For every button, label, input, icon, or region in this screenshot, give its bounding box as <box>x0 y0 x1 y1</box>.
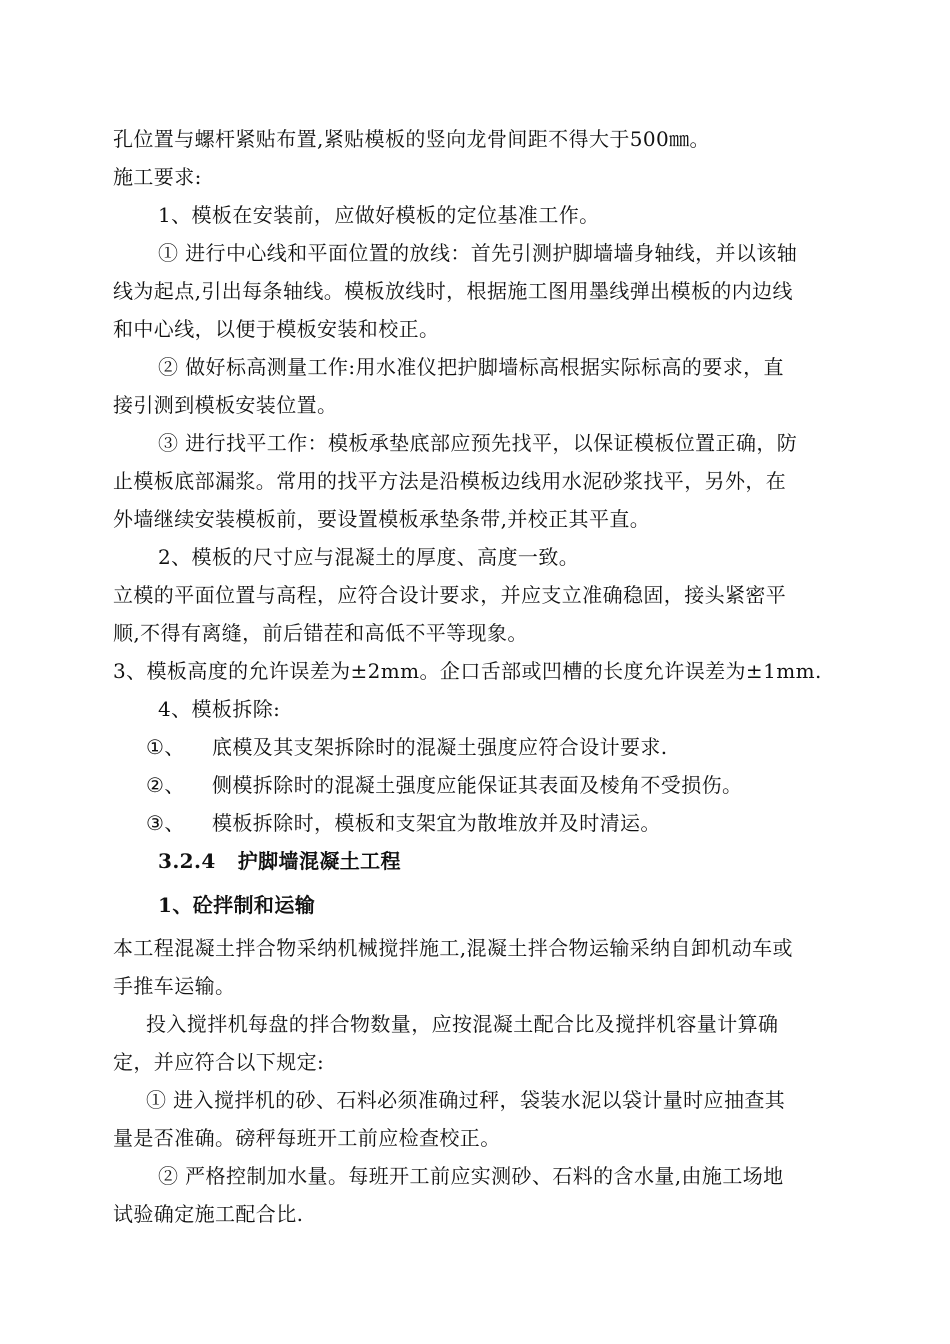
body-line: 2、模板的尺寸应与混凝土的厚度、高度一致。 <box>158 545 580 569</box>
list-item-number: ③、 <box>146 811 185 835</box>
list-item-text: 底模及其支架拆除时的混凝土强度应符合设计要求. <box>212 735 668 759</box>
list-item-text: 模板拆除时，模板和支架宜为散堆放并及时清运。 <box>212 811 661 835</box>
list-item <box>146 810 661 836</box>
section-heading: 3.2.4 护脚墙混凝土工程 <box>158 849 401 873</box>
body-line: ③ 进行找平工作：模板承垫底部应预先找平，以保证模板位置正确，防 <box>158 431 798 455</box>
sub-heading: 1、砼拌制和运输 <box>158 893 316 917</box>
body-line: 投入搅拌机每盘的拌合物数量，应按混凝土配合比及搅拌机容量计算确 <box>146 1012 779 1036</box>
body-line: 立模的平面位置与高程，应符合设计要求，并应支立准确稳固，接头紧密平 <box>113 583 787 607</box>
list-item <box>146 772 742 798</box>
body-line: ② 严格控制加水量。每班开工前应实测砂、石料的含水量,由施工场地 <box>158 1164 784 1188</box>
body-line: 手推车运输。 <box>113 974 236 998</box>
body-line: 量是否准确。磅秤每班开工前应检查校正。 <box>113 1126 501 1150</box>
body-line: 顺,不得有离缝，前后错茬和高低不平等现象。 <box>113 621 528 645</box>
list-item-number: ①、 <box>146 735 185 759</box>
body-line: 1、模板在安装前，应做好模板的定位基准工作。 <box>158 203 600 227</box>
body-line: 试验确定施工配合比. <box>113 1202 304 1226</box>
body-line: 外墙继续安装模板前，要设置模板承垫条带,并校正其平直。 <box>113 507 651 531</box>
body-line: ① 进行中心线和平面位置的放线：首先引测护脚墙墙身轴线，并以该轴 <box>158 241 798 265</box>
list-item-text: 侧模拆除时的混凝土强度应能保证其表面及棱角不受损伤。 <box>212 773 743 797</box>
body-line: ① 进入搅拌机的砂、石料必须准确过秤，袋装水泥以袋计量时应抽查其 <box>146 1088 786 1112</box>
body-line: ② 做好标高测量工作:用水准仪把护脚墙标高根据实际标高的要求，直 <box>158 355 784 379</box>
list-item-number: ②、 <box>146 773 185 797</box>
body-line: 施工要求: <box>113 165 202 189</box>
list-item <box>146 734 668 760</box>
body-line: 3、模板高度的允许误差为±2mm。企口舌部或凹槽的长度允许误差为±1mm. <box>113 659 822 683</box>
body-line: 本工程混凝土拌合物采纳机械搅拌施工,混凝土拌合物运输采纳自卸机动车或 <box>113 936 793 960</box>
body-line: 定，并应符合以下规定: <box>113 1050 325 1074</box>
body-line: 线为起点,引出每条轴线。模板放线时，根据施工图用墨线弹出模板的内边线 <box>113 279 793 303</box>
body-line: 和中心线，以便于模板安装和校正。 <box>113 317 440 341</box>
body-line: 4、模板拆除: <box>158 697 281 721</box>
body-line: 接引测到模板安装位置。 <box>113 393 338 417</box>
body-line: 止模板底部漏浆。常用的找平方法是沿模板边线用水泥砂浆找平，另外，在 <box>113 469 787 493</box>
body-line: 孔位置与螺杆紧贴布置,紧贴模板的竖向龙骨间距不得大于500㎜。 <box>113 127 710 151</box>
